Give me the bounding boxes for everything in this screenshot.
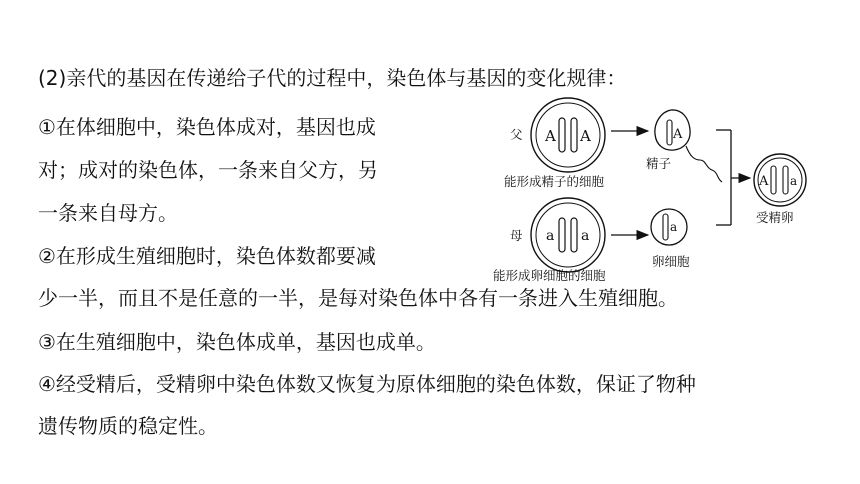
zygote-gene-right: a [790,174,798,188]
fertilization-connector [716,130,750,225]
sperm-gene: A [673,127,683,142]
zygote-label: 受精卵 [756,210,794,225]
mother-body-cell [531,198,605,272]
zygote-gene-left: A [759,174,769,189]
egg-cell [651,209,687,245]
point-1-line-1: ①在体细胞中，染色体成对，基因也成 [38,115,376,139]
father-body-cell [531,98,605,172]
point-4-line-1: ④经受精后，受精卵中染色体数又恢复为原体细胞的染色体数，保证了物种 [38,372,696,396]
mother-gene-right: a [581,228,590,244]
father-gene-right: A [580,127,591,145]
sperm-label: 精子 [646,156,672,171]
point-4-line-2: 遗传物质的稳定性。 [38,414,218,438]
egg-label: 卵细胞 [652,254,690,269]
point-2-line-2: 少一半，而且不是任意的一半，是每对染色体中各有一条进入生殖细胞。 [38,286,678,310]
father-gene-left: A [545,127,556,145]
zygote-cell [754,154,806,206]
sperm-cell [655,110,722,182]
father-label: 父 [510,127,523,142]
mother-label: 母 [510,228,523,243]
father-cell-caption: 能形成精子的细胞 [504,174,605,189]
mother-gene-left: a [546,228,555,244]
point-3: ③在生殖细胞中，染色体成单，基因也成单。 [38,330,436,354]
section-heading: (2)亲代的基因在传递给子代的过程中，染色体与基因的变化规律： [38,66,627,90]
point-2-line-1: ②在形成生殖细胞时，染色体数都要减 [38,244,376,268]
mother-cell-caption: 能形成卵细胞的细胞 [493,268,606,283]
point-1-line-2: 对；成对的染色体，一条来自父方，另 [38,158,378,182]
egg-gene: a [670,220,678,234]
point-1-line-3: 一条来自母方。 [38,201,178,225]
